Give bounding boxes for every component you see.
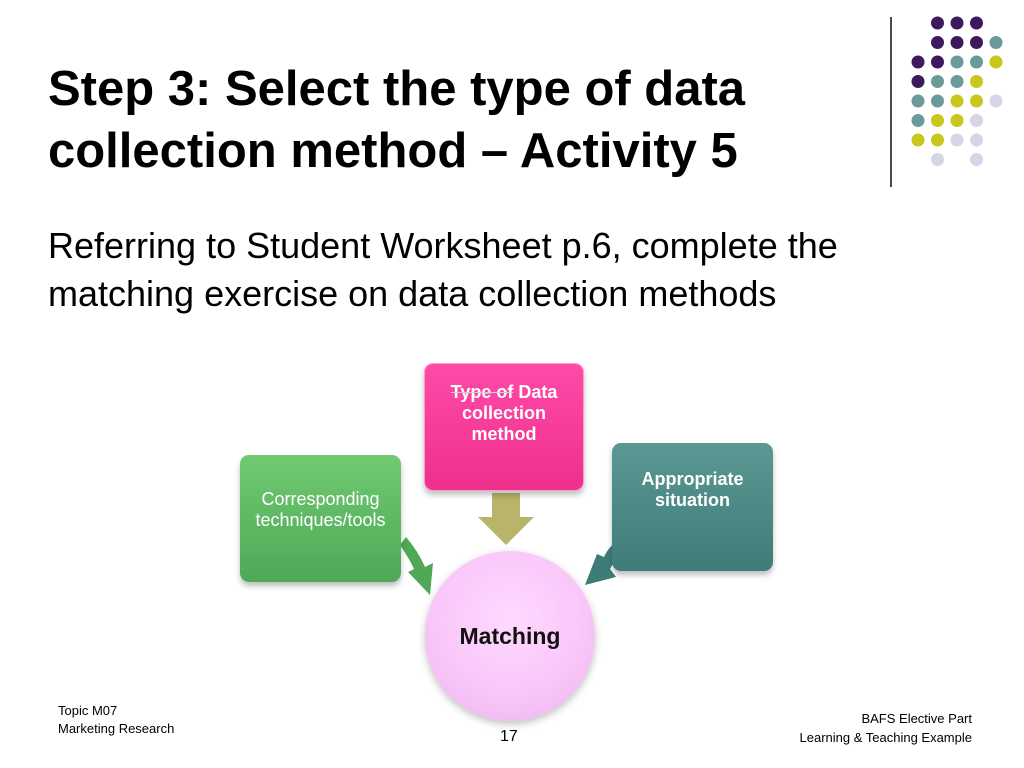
decor-dot xyxy=(970,36,983,49)
footer-topic-name: Marketing Research xyxy=(58,721,175,736)
decor-dot xyxy=(912,75,925,88)
method-text: method xyxy=(471,423,537,444)
techniques-tools-box xyxy=(240,455,401,582)
matching-label: Matching xyxy=(459,622,561,649)
footer-topic-code: Topic M07 xyxy=(58,703,118,718)
instruction-line-1: Referring to Student Worksheet p.6, complete the xyxy=(48,225,838,266)
techniques-tools-text: techniques/tools xyxy=(255,509,386,530)
decor-dot xyxy=(951,17,964,30)
decor-dot xyxy=(912,95,925,108)
instruction-line-2: matching exercise on data collection methods xyxy=(48,273,777,314)
page-number: 17 xyxy=(500,728,518,745)
slide-title xyxy=(48,58,868,182)
decor-dot xyxy=(931,36,944,49)
footer-course xyxy=(800,709,973,747)
decor-dot xyxy=(990,36,1003,49)
decor-dot xyxy=(951,114,964,127)
decor-dot xyxy=(931,75,944,88)
footer-course-line-1: BAFS Elective Part xyxy=(861,711,972,726)
left-arrow-icon xyxy=(400,537,433,595)
situation-text: situation xyxy=(654,490,730,510)
decor-dot xyxy=(912,134,925,147)
slide-title-line-1: Step 3: Select the type of data xyxy=(48,62,746,116)
decor-dot xyxy=(931,153,944,166)
decor-dot xyxy=(970,153,983,166)
footer-topic xyxy=(58,702,174,738)
instruction-text xyxy=(48,222,968,318)
decor-dot xyxy=(990,95,1003,108)
decor-dot xyxy=(951,95,964,108)
appropriate-situation-box xyxy=(612,443,773,571)
matching-circle xyxy=(425,551,595,721)
corresponding-text: Corresponding xyxy=(261,488,380,509)
decor-dot xyxy=(990,56,1003,69)
decor-dot xyxy=(931,95,944,108)
decor-dot xyxy=(951,134,964,147)
type-of-struck-text: Type of xyxy=(450,381,514,402)
decor-dot xyxy=(931,56,944,69)
decor-dot xyxy=(951,36,964,49)
decor-dot xyxy=(912,114,925,127)
decor-dot xyxy=(951,56,964,69)
appropriate-text: Appropriate xyxy=(641,469,744,489)
decor-dot xyxy=(912,56,925,69)
decor-dot xyxy=(951,75,964,88)
decor-dot xyxy=(970,134,983,147)
decor-dot xyxy=(931,17,944,30)
type-of-method-box xyxy=(424,363,584,491)
collection-text: collection xyxy=(461,402,546,423)
slide-title-line-2: collection method – Activity 5 xyxy=(48,124,738,178)
decor-dot xyxy=(931,134,944,147)
footer-course-line-2: Learning & Teaching Example xyxy=(799,730,972,745)
decor-dot xyxy=(970,17,983,30)
down-arrow-icon xyxy=(478,493,534,545)
decor-dot xyxy=(970,75,983,88)
title-divider-line xyxy=(890,17,892,187)
decor-dot xyxy=(931,114,944,127)
data-text: Data xyxy=(513,381,558,402)
decor-dot xyxy=(970,56,983,69)
decor-dot xyxy=(970,114,983,127)
decor-dot xyxy=(970,95,983,108)
matching-diagram xyxy=(230,355,790,725)
